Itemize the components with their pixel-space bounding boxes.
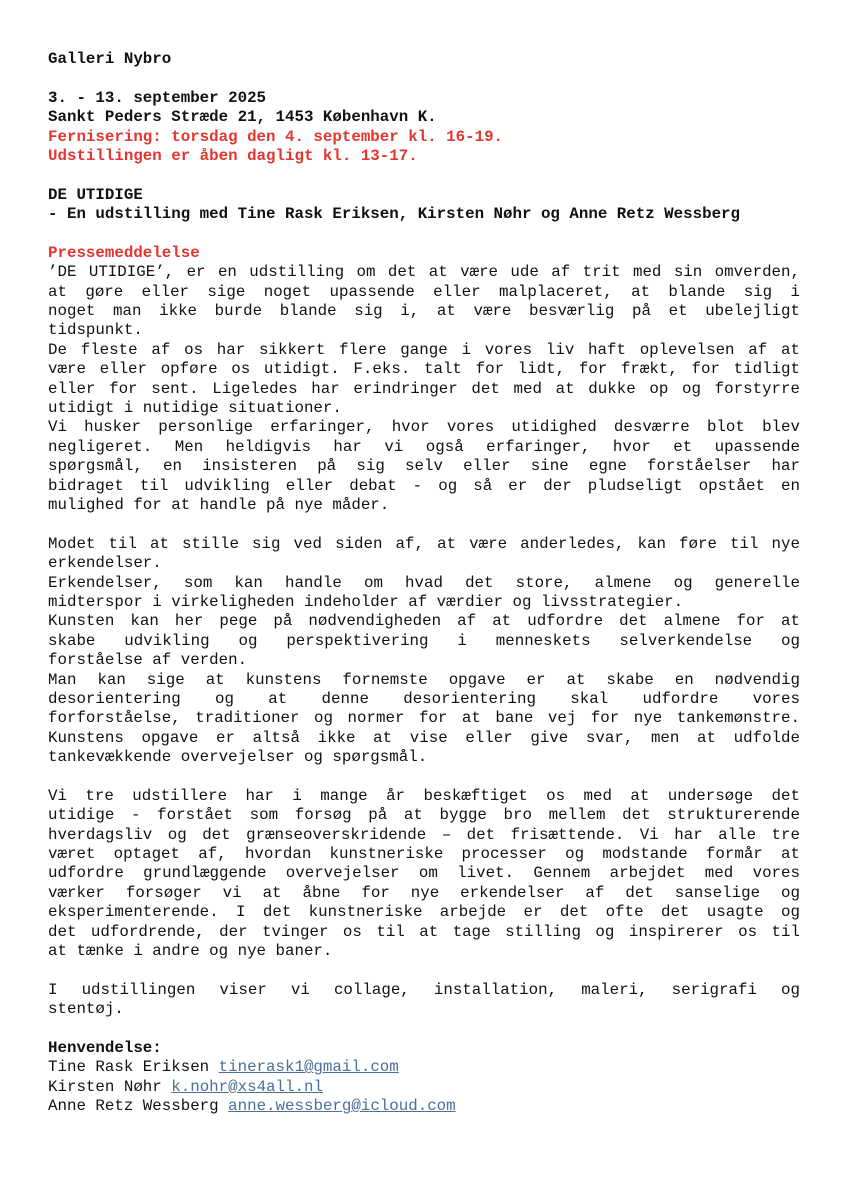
contact-entry — [48, 1078, 800, 1097]
paragraph-line: noget man ikke burde blande sig i, at være besværlig på et ubelejligt — [48, 302, 800, 321]
paragraph-line: utidige - forstået som forsøg på at bygge bro mellem det strukturerende — [48, 806, 800, 825]
press-paragraph-1 — [48, 263, 800, 515]
paragraph-line: Vi tre udstillere har i mange år beskæftiget os med at undersøge det — [48, 786, 800, 805]
paragraph-line: utidigt i nutidige situationer. — [48, 399, 342, 418]
contact-email-link[interactable]: anne.wessberg@icloud.com — [228, 1097, 456, 1116]
paragraph-line: ’DE UTIDIGE’, er en udstilling om det at være ude af trit med sin omverden, — [48, 263, 800, 282]
paragraph-line: mulighed for at handle på nye måder. — [48, 495, 390, 514]
gallery-name: Galleri Nybro — [48, 50, 172, 68]
exhibition-dates: 3. - 13. september 2025 — [48, 88, 267, 107]
contact-list — [48, 1058, 800, 1116]
contact-entry — [48, 1097, 800, 1116]
contact-heading: Henvendelse: — [48, 1038, 162, 1057]
paragraph-line: bidraget til udvikling eller debat - og så er der pludseligt opstået en — [48, 476, 800, 495]
exhibition-subtitle: - En udstilling med Tine Rask Eriksen, Kirsten Nøhr og Anne Retz Wessberg — [48, 205, 741, 224]
paragraph-line: De fleste af os har sikkert flere gange i vores liv haft oplevelsen af at — [48, 340, 800, 359]
contact-entry — [48, 1058, 800, 1077]
press-release-document — [48, 50, 800, 1116]
paragraph-line: tidspunkt. — [48, 321, 143, 340]
paragraph-line: at gøre eller sige noget upassende eller malplaceret, at blande sig i — [48, 282, 800, 301]
paragraph-line: I udstillingen viser vi collage, installation, maleri, serigrafi og — [48, 980, 800, 999]
paragraph-line: desorientering og at denne desorientering skal udfordre vores — [48, 689, 800, 708]
press-paragraph-3 — [48, 787, 800, 962]
contact-name: Tine Rask Eriksen — [48, 1058, 219, 1077]
paragraph-line: Vi husker personlige erfaringer, hvor vores utidighed desværre blot blev — [48, 418, 800, 437]
paragraph-line: spørgsmål, en insisteren på sig selv eller sine egne forståelser har — [48, 457, 800, 476]
paragraph-line: forforståelse, traditioner og normer for at bane vej for nye tankemønstre. — [48, 709, 800, 728]
opening-reception: Fernisering: torsdag den 4. september kl. 16-19. — [48, 127, 504, 146]
paragraph-line: eksperimenterende. I det kunstneriske arbejde er det ofte det usagte og — [48, 903, 800, 922]
exhibition-title: DE UTIDIGE — [48, 185, 143, 204]
paragraph-line: hverdagsliv og det grænseoverskridende – det frisættende. Vi har alle tre — [48, 825, 800, 844]
press-heading: Pressemeddelelse — [48, 243, 200, 262]
contact-email-link[interactable]: k.nohr@xs4all.nl — [171, 1077, 323, 1096]
press-paragraph-4 — [48, 981, 800, 1020]
paragraph-line: midterspor i virkeligheden indeholder af værdier og livsstrategier. — [48, 592, 684, 611]
opening-hours: Udstillingen er åben dagligt kl. 13-17. — [48, 146, 418, 165]
paragraph-line: værker forsøger vi at åbne for nye erkendelser af det sanselige og — [48, 883, 800, 902]
paragraph-line: stentøj. — [48, 1000, 124, 1019]
paragraph-line: skabe udvikling og perspektivering i menneskets selverkendelse og — [48, 631, 800, 650]
paragraph-line: Kunsten kan her pege på nødvendigheden af at udfordre det almene for at — [48, 612, 800, 631]
paragraph-line: Man kan sige at kunstens fornemste opgave er at skabe en nødvendig — [48, 670, 800, 689]
paragraph-line: negligeret. Men heldigvis har vi også erfaringer, hvor et upassende — [48, 437, 800, 456]
paragraph-line: Modet til at stille sig ved siden af, at være anderledes, kan føre til nye — [48, 534, 800, 553]
paragraph-line: forståelse af verden. — [48, 651, 248, 670]
contact-name: Kirsten Nøhr — [48, 1077, 172, 1096]
paragraph-line: Erkendelser, som kan handle om hvad det store, almene og generelle — [48, 573, 800, 592]
paragraph-line: eller for sent. Ligeledes har erindringer det med at dukke op og forstyrre — [48, 379, 800, 398]
paragraph-line: tankevækkende overvejelser og spørgsmål. — [48, 748, 428, 767]
gallery-address: Sankt Peders Stræde 21, 1453 København K. — [48, 108, 437, 127]
contact-name: Anne Retz Wessberg — [48, 1097, 229, 1116]
paragraph-line: været optaget af, hvordan kunstneriske processer og modstande formår at — [48, 845, 800, 864]
paragraph-line: det udfordrende, der tvinger os til at tage stilling og inspirerer os til — [48, 922, 800, 941]
paragraph-line: være eller opføre os utidigt. F.eks. talt for lidt, for frækt, for tidligt — [48, 360, 800, 379]
paragraph-line: erkendelser. — [48, 554, 162, 573]
paragraph-line: udfordre grundlæggende overvejelser om livet. Gennem arbejdet med vores — [48, 864, 800, 883]
contact-email-link[interactable]: tinerask1@gmail.com — [218, 1058, 399, 1077]
paragraph-line: at tænke i andre og nye baner. — [48, 941, 333, 960]
press-paragraph-2 — [48, 535, 800, 768]
paragraph-line: Kunstens opgave er altså ikke at vise eller give svar, men at udfolde — [48, 728, 800, 747]
